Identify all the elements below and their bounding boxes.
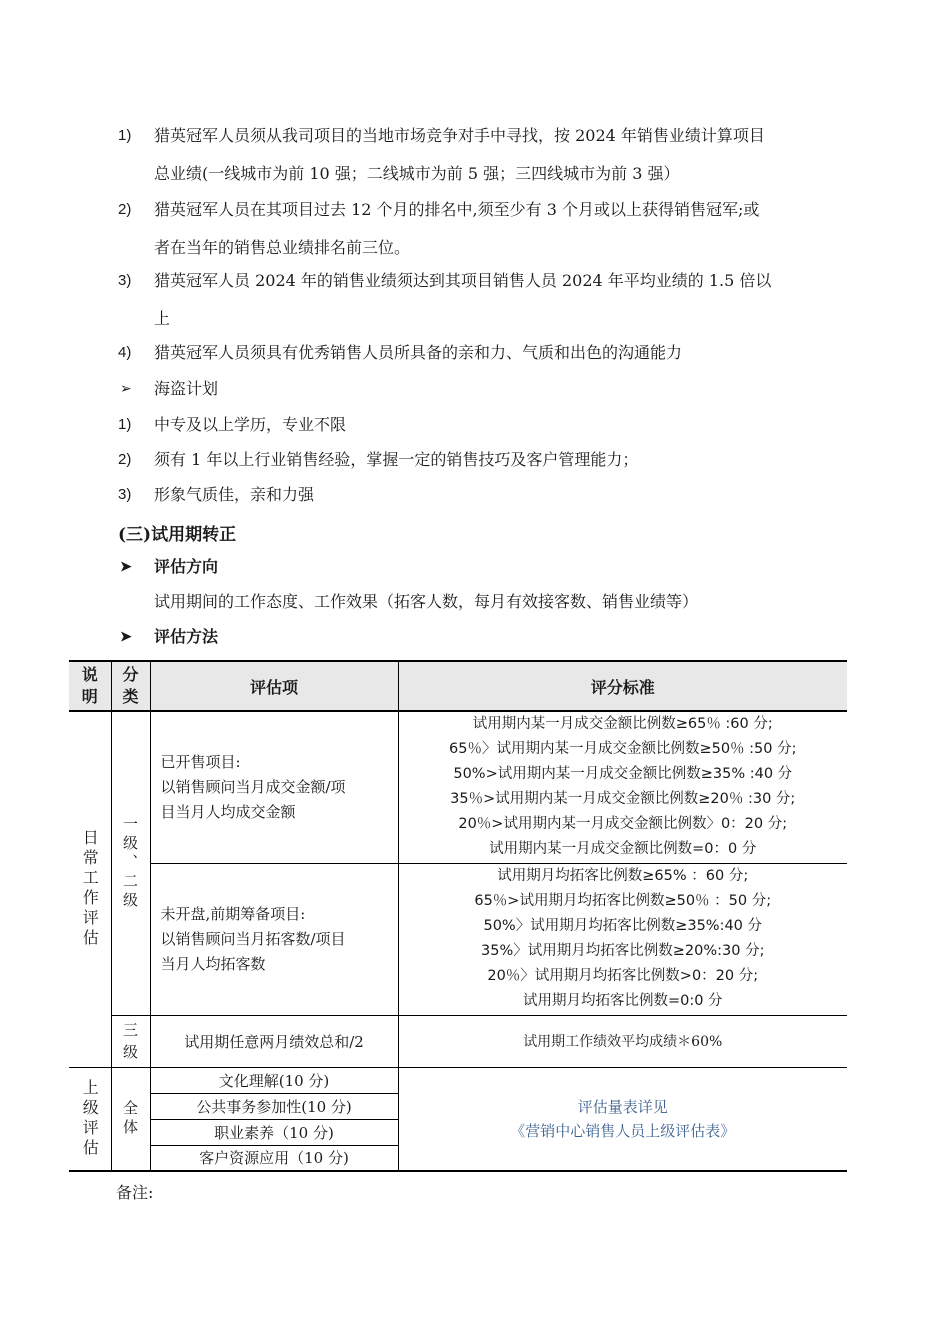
direction-desc: 试用期间的工作态度、工作效果（拓客人数，每月有效接客数、销售业绩等） [154,592,699,611]
superior-item-3: 职业素养（10 分) [150,1119,398,1145]
daily-eval-label: 日常工作评估 [69,711,111,1067]
arrow-bullet-icon: ➤ [120,559,132,575]
table-row [69,1015,847,1067]
header-cat: 分类 [111,661,150,711]
requirement-text-cont: 者在当年的销售总业绩排名前三位。 [154,238,411,257]
unopened-project-criteria: 试用期月均拓客比例数≥65% ：60 分; 65％>试用期月均拓客比例数≥50％ ：50 分; 50%〉试用期月均拓客比例数≥35%:40 分 35%〉试用期月均拓客比例数≥20%:30 分; 20％〉试用期月均拓客比例数>0：20 分; 试用期月均拓客比例数=0:0 分 [398,863,847,1015]
level-3-label: 三级 [111,1015,150,1067]
level-3-item: 试用期任意两月绩效总和/2 [150,1015,398,1067]
list-number: 2) [118,201,132,218]
table-row [69,863,847,1015]
pirate-item-text: 形象气质佳，亲和力强 [154,485,315,504]
level-12-label: 一级、二级 [111,711,150,1015]
table-header-row [69,661,847,711]
list-number: 1) [118,127,132,144]
pirate-item-text: 中专及以上学历，专业不限 [154,415,347,434]
superior-eval-label: 上级评估 [69,1067,111,1171]
subsection-title: 评估方法 [154,627,219,646]
list-number: 3) [118,272,132,289]
arrow-bullet-icon: ➢ [120,381,132,397]
requirement-text: 猎英冠军人员在其项目过去 12 个月的排名中,须至少有 3 个月或以上获得销售冠军;或 [154,200,760,219]
level-3-criteria: 试用期工作绩效平均成绩＊60% [398,1015,847,1067]
header-item: 评估项 [150,661,398,711]
list-number: 3) [118,486,132,503]
superior-item-1: 文化理解(10 分) [150,1067,398,1093]
probation-heading: (三)试用期转正 [118,525,237,545]
list-number: 1) [118,416,132,433]
subsection-title: 评估方向 [154,557,219,576]
arrow-bullet-icon: ➤ [120,629,132,645]
header-criteria: 评分标准 [398,661,847,711]
list-number: 4) [118,344,132,361]
list-number: 2) [118,451,132,468]
unopened-project-item: 未开盘,前期筹备项目: 以销售顾问当月拓客数/项目 当月人均拓客数 [150,863,398,1015]
table-row [69,711,847,863]
requirement-text: 猎英冠军人员须从我司项目的当地市场竞争对手中寻找，按 2024 年销售业绩计算项目 [154,126,765,145]
opened-project-item: 已开售项目: 以销售顾问当月成交金额/项 目当月人均成交金额 [150,711,398,863]
table-row [69,1067,847,1093]
superior-item-4: 客户资源应用（10 分) [150,1145,398,1171]
superior-item-2: 公共事务参加性(10 分) [150,1093,398,1119]
header-desc: 说明 [69,661,111,711]
opened-project-criteria: 试用期内某一月成交金额比例数≥65％ :60 分; 65％〉试用期内某一月成交金额比例数≥50％ :50 分; 50%>试用期内某一月成交金额比例数≥35% :40 分 35％>试用期内某一月成交金额比例数≥20％ :30 分; 20％>试用期内某一月成交金额比例数〉0：20 分; 试用期内某一月成交金额比例数=0：0 分 [398,711,847,863]
requirement-text-cont: 总业绩(一线城市为前 10 强；二线城市为前 5 强；三四线城市为前 3 强） [154,164,680,183]
superior-criteria: 评估量表详见 《营销中心销售人员上级评估表》 [398,1067,847,1171]
requirement-text: 猎英冠军人员 2024 年的销售业绩须达到其项目销售人员 2024 年平均业绩的 1.5 倍以 [154,271,772,290]
section-title: 海盗计划 [154,379,219,398]
superior-cat-label: 全体 [111,1067,150,1171]
note-label: 备注: [116,1183,154,1202]
assessment-table [69,660,847,1172]
requirement-text: 猎英冠军人员须具有优秀销售人员所具备的亲和力、气质和出色的沟通能力 [154,343,683,362]
requirement-text-cont: 上 [154,309,171,328]
pirate-item-text: 须有 1 年以上行业销售经验，掌握一定的销售技巧及客户管理能力； [154,450,639,469]
